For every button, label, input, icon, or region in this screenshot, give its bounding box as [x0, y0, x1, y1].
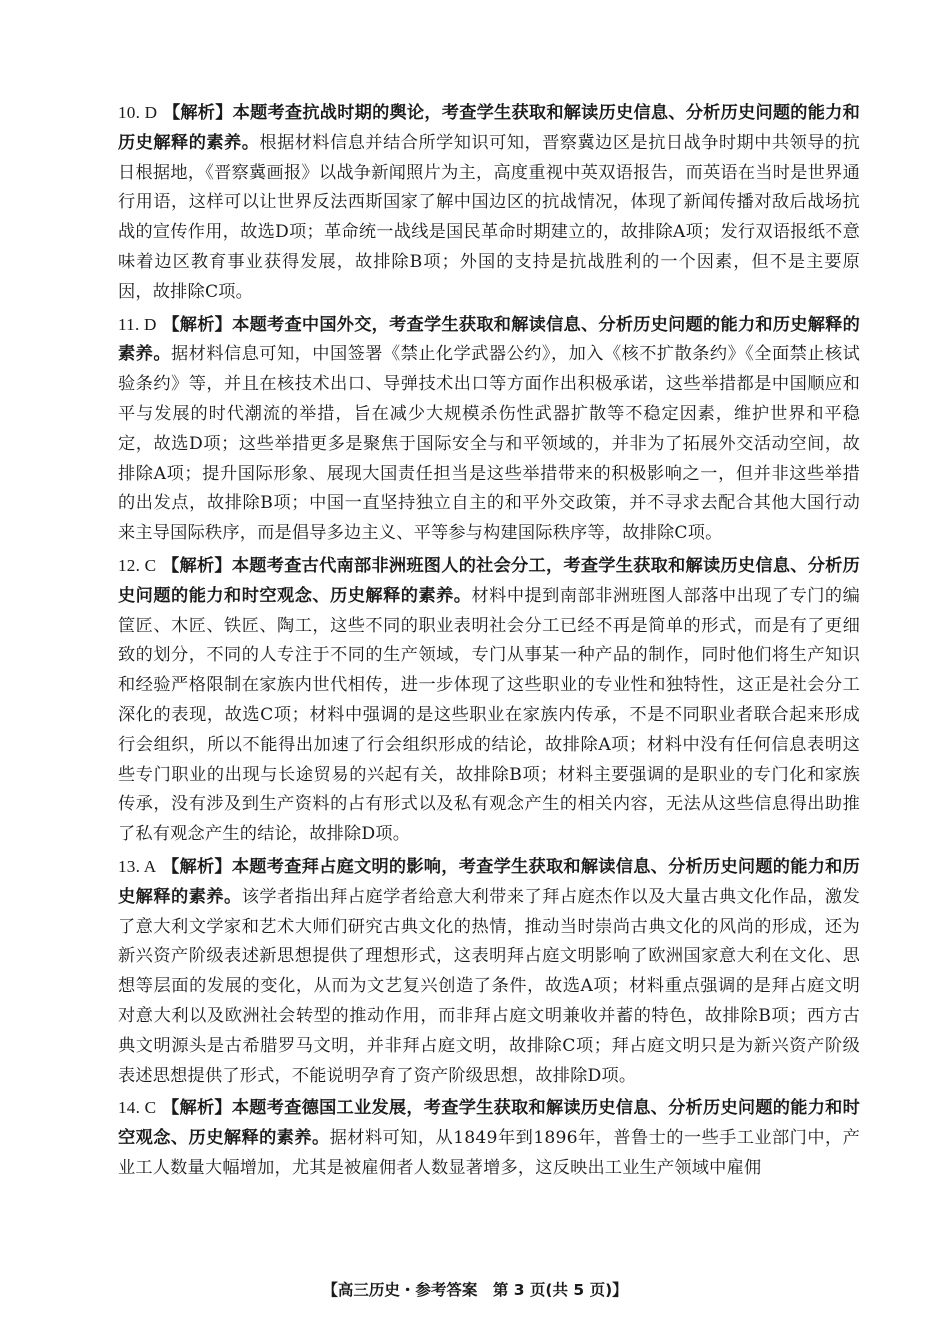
- analysis-label: 【解析】: [162, 103, 233, 123]
- page-footer: 【高三历史・参考答案 第 3 页(共 5 页)】: [322, 1281, 628, 1299]
- answer-11: [118, 310, 860, 549]
- answer-13: [118, 852, 860, 1091]
- analysis-label: 【解析】: [162, 555, 232, 576]
- answer-12: [118, 551, 860, 850]
- analysis-body: 材料中提到南部非洲班图人部落中出现了专门的编筐匠、木匠、铁匠、陶工，这些不同的职业表明社会分工已经不再是简单的形式，而是有了更细致的划分，不同的人专注于不同的生产领域，专门从事某一种产品的制作，同时他们将生产知识和经验严格限制在家族内世代相传，进一步体现了这些职业的专业性和独特性，这正是社会分工深化的表现，故选C项；材料中强调的是这些职业在家族内传承，不是不同职业者联合起来形成行会组织，所以不能得出加速了行会组织形成的结论，故排除A项；材料中没有任何信息表明这些专门职业的出现与长途贸易的兴起有关，故排除B项；材料主要强调的是职业的专门化和家族传承，没有涉及到生产资料的占有形式以及私有观念产生的相关内容，无法从这些信息得出助推了私有观念产生的结论，故排除D项。: [118, 585, 860, 845]
- analysis-lead: 本题考查德国工业发展，考查学生获取和解读历史信息、分析历史问题的能力和时空观念、历史解释的素养。: [118, 1098, 860, 1149]
- question-number: 14. C: [118, 1098, 157, 1118]
- analysis-label: 【解析】: [162, 314, 233, 335]
- answer-10: [118, 98, 860, 308]
- answer-sheet: [118, 98, 860, 1186]
- analysis-lead: 本题考查古代南部非洲班图人的社会分工，考查学生获取和解读历史信息、分析历史问题的能力和时空观念、历史解释的素养。: [118, 555, 860, 606]
- answer-14: [118, 1093, 860, 1183]
- question-number: 13. A: [118, 856, 157, 876]
- analysis-body: 该学者指出拜占庭学者给意大利带来了拜占庭杰作以及大量古典文化作品，激发了意大利文学家和艺术大师们研究古典文化的热情，推动当时崇尚古典文化的风尚的形成，还为新兴资产阶级表述新思想提供了理想形式，这表明拜占庭文明影响了欧洲国家意大利在文化、思想等层面的发展的变化，从而为文艺复兴创造了条件，故选A项；材料重点强调的是拜占庭文明对意大利以及欧洲社会转型的推动作用，而非拜占庭文明兼收并蓄的特色，故排除B项；西方古典文明源头是古希腊罗马文明，并非拜占庭文明，故排除C项；拜占庭文明只是为新兴资产阶级表述思想提供了形式，不能说明孕育了资产阶级思想，故排除D项。: [118, 886, 860, 1086]
- analysis-body: 根据材料信息并结合所学知识可知，晋察冀边区是抗日战争时期中共领导的抗日根据地，《晋察冀画报》以战争新闻照片为主，高度重视中英双语报告，而英语在当时是世界通行用语，这样可以让世界反法西斯国家了解中国边区的抗战情况，体现了新闻传播对敌后战场抗战的宣传作用，故选D项；革命统一战线是国民革命时期建立的，故排除A项；发行双语报纸不意味着边区教育事业获得发展，故排除B项；外国的支持是抗战胜利的一个因素，但不是主要原因，故排除C项。: [118, 132, 860, 302]
- analysis-label: 【解析】: [162, 856, 232, 877]
- analysis-body: 据材料可知，从1849年到1896年，普鲁士的一些手工业部门中，产业工人数量大幅增加，尤其是被雇佣者人数显著增多，这反映出工业生产领域中雇佣: [118, 1128, 860, 1178]
- question-number: 12. C: [118, 555, 157, 575]
- analysis-lead: 本题考查抗战时期的舆论，考查学生获取和解读历史信息、分析历史问题的能力和历史解释的素养。: [118, 103, 860, 153]
- question-number: 10. D: [118, 103, 158, 122]
- question-number: 11. D: [118, 314, 157, 334]
- analysis-lead: 本题考查中国外交，考查学生获取和解读信息、分析历史问题的能力和历史解释的素养。: [118, 314, 860, 365]
- analysis-label: 【解析】: [162, 1098, 232, 1119]
- analysis-body: 据材料信息可知，中国签署《禁止化学武器公约》，加入《核不扩散条约》《全面禁止核试验条约》等，并且在核技术出口、导弹技术出口等方面作出积极承诺，这些举措都是中国顺应和平与发展的时代潮流的举措，旨在减少大规模杀伤性武器扩散等不稳定因素，维护世界和平稳定，故选D项；这些举措更多是聚焦于国际安全与和平领域的，并非为了拓展外交活动空间，故排除A项；提升国际形象、展现大国责任担当是这些举措带来的积极影响之一，但并非这些举措的出发点，故排除B项；中国一直坚持独立自主的和平外交政策，并不寻求去配合其他大国行动来主导国际秩序，而是倡导多边主义、平等参与构建国际秩序等，故排除C项。: [118, 344, 860, 544]
- analysis-lead: 本题考查拜占庭文明的影响，考查学生获取和解读信息、分析历史问题的能力和历史解释的素养。: [118, 856, 860, 907]
